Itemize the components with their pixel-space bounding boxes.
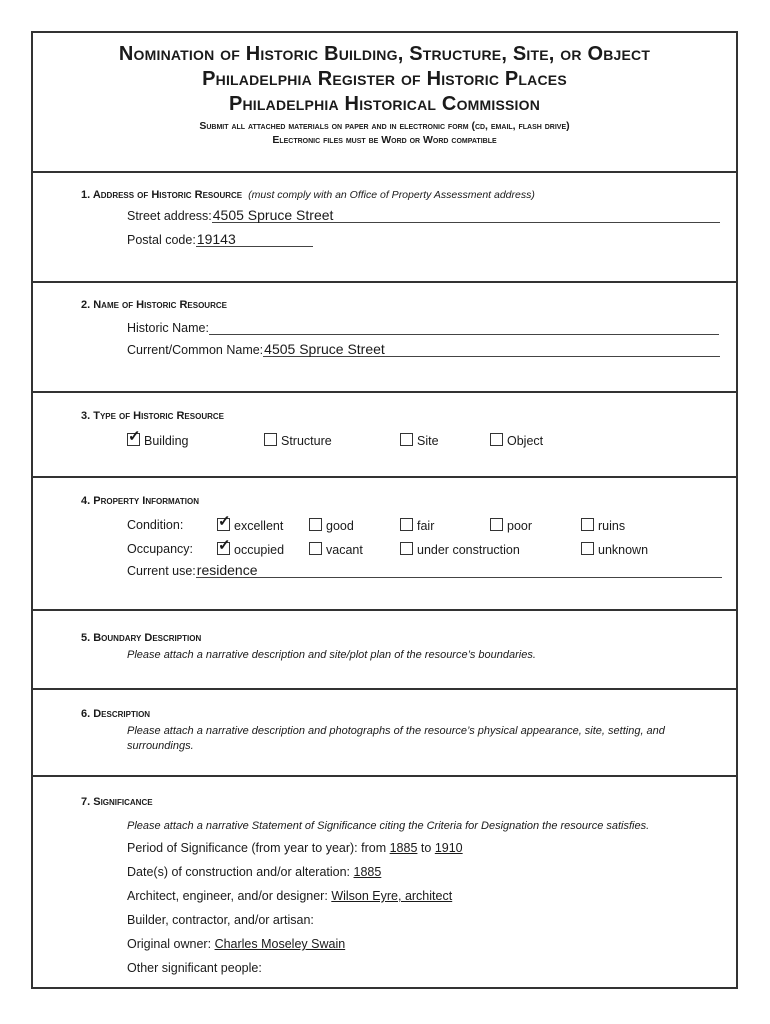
period-from-value[interactable]: 1885 [389,841,418,855]
section-boundary [33,609,736,690]
type-option-object[interactable] [490,433,543,448]
condition-fair-checkbox[interactable] [400,518,413,531]
section-address-heading [81,189,535,201]
common-name-row [127,341,720,357]
occupancy-occupied-label: occupied [234,543,285,557]
condition-option-poor[interactable] [490,518,532,533]
condition-fair-label: fair [417,519,435,533]
occupancy-occupied-checkbox[interactable] [217,537,231,555]
historic-name-field[interactable] [209,319,719,335]
condition-excellent-checkbox[interactable] [217,513,231,531]
section-name-title: 2. Name of Historic Resource [81,299,227,311]
original-owner-row [127,937,345,951]
type-option-structure[interactable] [264,433,332,448]
original-owner-label: Original owner: [127,937,212,951]
type-option-site[interactable] [400,433,439,448]
type-structure-checkbox[interactable] [264,433,277,446]
period-to-value[interactable]: 1910 [434,841,463,855]
condition-option-ruins[interactable] [581,518,625,533]
period-to-word: to [420,841,432,855]
construction-dates-value[interactable]: 1885 [353,865,382,879]
postal-code-row [127,231,313,247]
current-use-label: Current use: [127,564,196,578]
condition-option-excellent[interactable] [217,513,284,533]
section-name [33,281,736,393]
boundary-instructions: Please attach a narrative description and site/plot plan of the resource’s boundaries. [127,649,536,661]
condition-poor-label: poor [507,519,533,533]
section-property-info [33,476,736,611]
occupancy-option-vacant[interactable] [309,542,363,557]
section-type [33,391,736,478]
section-description-title: 6. Description [81,708,151,720]
type-site-checkbox[interactable] [400,433,413,446]
form-instructions-line1: Submit all attached materials on paper and in electronic form (cd, email, flash drive) [199,120,570,132]
condition-label: Condition: [127,518,184,532]
occupancy-under-construction-label: under construction [417,543,520,557]
postal-code-field[interactable]: 19143 [196,231,313,247]
historic-name-row [127,319,719,335]
section-address-title: 1. Address of Historic Resource [81,189,243,201]
builder-row [127,913,314,927]
check-mark-icon: ✓ [218,537,231,554]
historic-name-label: Historic Name: [127,321,209,335]
form-title-line2: Philadelphia Register of Historic Places [202,68,567,90]
type-object-label: Object [507,434,544,448]
occupancy-unknown-label: unknown [598,543,649,557]
architect-value[interactable]: Wilson Eyre, architect [331,889,453,903]
occupancy-unknown-checkbox[interactable] [581,542,594,555]
construction-dates-row [127,865,381,879]
check-mark-icon: ✓ [128,428,141,445]
form-title-line1: Nomination of Historic Building, Structure, Site, or Object [118,43,651,65]
check-mark-icon: ✓ [218,513,231,530]
condition-ruins-checkbox[interactable] [581,518,594,531]
street-address-field[interactable]: 4505 Spruce Street [212,207,720,223]
other-people-label: Other significant people: [127,961,262,975]
common-name-label: Current/Common Name: [127,343,264,357]
form-header [33,33,736,173]
occupancy-option-under-construction[interactable] [400,542,520,557]
street-address-label: Street address: [127,209,212,223]
condition-ruins-label: ruins [598,519,626,533]
original-owner-value[interactable]: Charles Moseley Swain [214,937,346,951]
section-address-note: (must comply with an Office of Property Assessment address) [248,189,535,201]
condition-good-label: good [326,519,354,533]
condition-excellent-label: excellent [234,519,284,533]
occupancy-option-occupied[interactable] [217,537,285,557]
occupancy-under-construction-checkbox[interactable] [400,542,413,555]
street-address-row [127,207,720,223]
type-building-label: Building [144,434,189,448]
section-description [33,688,736,777]
current-use-field[interactable]: residence [196,562,722,578]
condition-option-fair[interactable] [400,518,434,533]
section-type-title: 3. Type of Historic Resource [81,410,224,422]
type-structure-label: Structure [281,434,332,448]
architect-row [127,889,452,903]
occupancy-option-unknown[interactable] [581,542,648,557]
architect-label: Architect, engineer, and/or designer: [127,889,328,903]
type-building-checkbox[interactable] [127,428,141,446]
common-name-field[interactable]: 4505 Spruce Street [263,341,720,357]
condition-option-good[interactable] [309,518,354,533]
occupancy-vacant-label: vacant [326,543,363,557]
occupancy-vacant-checkbox[interactable] [309,542,322,555]
section-boundary-title: 5. Boundary Description [81,632,202,644]
construction-dates-label: Date(s) of construction and/or alteration: [127,865,351,879]
section-property-title: 4. Property Information [81,495,199,507]
current-use-row [127,562,722,578]
type-object-checkbox[interactable] [490,433,503,446]
postal-code-label: Postal code: [127,233,196,247]
occupancy-label: Occupancy: [127,542,194,556]
builder-label: Builder, contractor, and/or artisan: [127,913,314,927]
form-title-line3: Philadelphia Historical Commission [228,93,541,115]
period-label: Period of Significance (from year to year): from [127,841,387,855]
description-instructions: Please attach a narrative description and photographs of the resource’s physical appearance, site, setting, and surroundings. [127,725,665,752]
type-option-building[interactable] [127,428,189,448]
type-site-label: Site [417,434,439,448]
period-of-significance-row [127,841,463,855]
form-instructions-line2: Electronic files must be Word or Word compatible [272,134,497,146]
form-frame [31,31,738,989]
other-people-row [127,961,262,975]
section-address [33,171,736,283]
significance-instructions: Please attach a narrative Statement of Significance citing the Criteria for Designation the resource satisfies. [127,820,650,832]
section-significance [33,775,736,989]
condition-poor-checkbox[interactable] [490,518,503,531]
condition-good-checkbox[interactable] [309,518,322,531]
section-significance-title: 7. Significance [81,796,153,808]
